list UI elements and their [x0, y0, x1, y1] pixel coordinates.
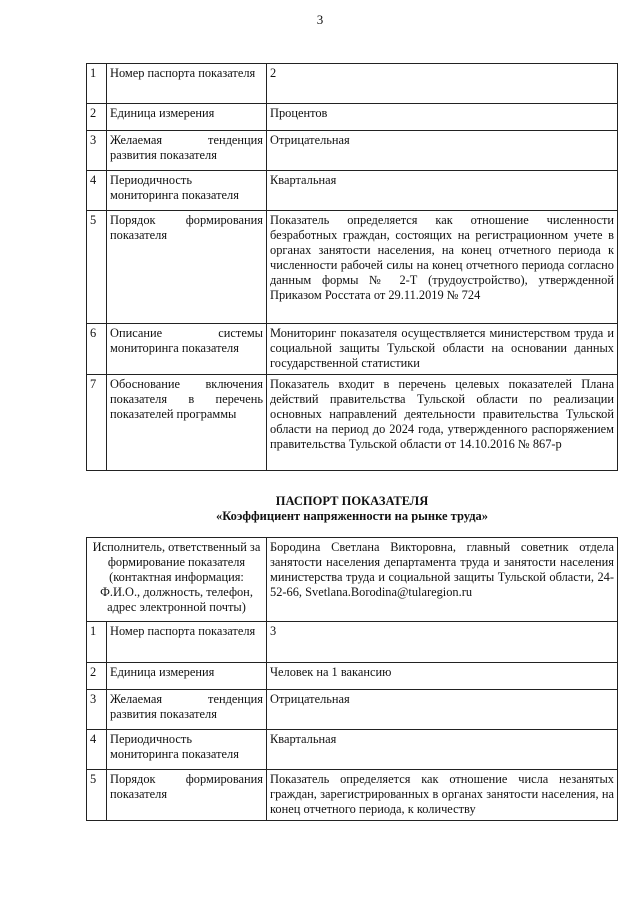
row-number: 7 [87, 375, 107, 471]
table-row [87, 211, 618, 324]
row-label: Порядок формирования показателя [107, 770, 267, 821]
row-label: Номер паспорта показателя [107, 622, 267, 663]
table-row [87, 770, 618, 821]
row-value: Квартальная [267, 171, 618, 211]
row-number: 4 [87, 730, 107, 770]
executor-label: Исполнитель, ответственный за формирование показателя (контактная информация: Ф.И.О., должность, телефон, адрес электронной почты) [87, 538, 267, 622]
row-number: 5 [87, 770, 107, 821]
table-row [87, 64, 618, 104]
row-label: Периодичность мониторинга показателя [107, 730, 267, 770]
row-label: Номер паспорта показателя [107, 64, 267, 104]
row-number: 4 [87, 171, 107, 211]
row-value: Показатель определяется как отношение численности безработных граждан, состоящих на регистрационном учете в органах занятости населения, на конец отчетного периода к численности рабочей силы на конец отчетного периода согласно данным формы № 2-Т (трудоустройство), утвержденной Приказом Росстата от 29.11.2019 № 724 [267, 211, 618, 324]
row-value: Мониторинг показателя осуществляется министерством труда и социальной защиты Тульской области на основании данных государственной статистики [267, 324, 618, 375]
row-number: 6 [87, 324, 107, 375]
executor-row [87, 538, 618, 622]
row-value: Квартальная [267, 730, 618, 770]
row-label: Порядок формирования показателя [107, 211, 267, 324]
table-row [87, 324, 618, 375]
table-row [87, 171, 618, 211]
row-value: Показатель определяется как отношение числа незанятых граждан, зарегистрированных в органах занятости населения, на конец отчетного периода, к количеству [267, 770, 618, 821]
page-number: 3 [316, 12, 324, 27]
row-value: Показатель входит в перечень целевых показателей Плана действий правительства Тульской области по реализации основных направлений деятельности правительства Тульской области на период до 2024 года, утвержденного распоряжением правительства Тульской области от 14.10.2016 № 867-р [267, 375, 618, 471]
indicator-table-3 [86, 537, 618, 821]
indicator-table-2 [86, 63, 618, 471]
table-row [87, 730, 618, 770]
row-label: Единица измерения [107, 104, 267, 131]
table-row [87, 622, 618, 663]
row-value: Человек на 1 вакансию [267, 663, 618, 690]
row-number: 1 [87, 64, 107, 104]
row-number: 2 [87, 663, 107, 690]
row-value: 3 [267, 622, 618, 663]
passport-heading: ПАСПОРТ ПОКАЗАТЕЛЯ [275, 494, 429, 508]
row-label: Описание системы мониторинга показателя [107, 324, 267, 375]
row-label: Обоснование включения показателя в перечень показателей программы [107, 375, 267, 471]
row-number: 3 [87, 131, 107, 171]
row-number: 2 [87, 104, 107, 131]
table-row [87, 131, 618, 171]
row-number: 1 [87, 622, 107, 663]
row-label: Желаемая тенденция развития показателя [107, 690, 267, 730]
row-value: Отрицательная [267, 690, 618, 730]
executor-value: Бородина Светлана Викторовна, главный советник отдела занятости населения департамента труда и занятости населения министерства труда и социальной защиты Тульской области, 24-52-66, Svetlana.Borodina@tularegion.ru [267, 538, 618, 622]
row-label: Единица измерения [107, 663, 267, 690]
row-label: Желаемая тенденция развития показателя [107, 131, 267, 171]
table-row [87, 375, 618, 471]
table-row [87, 104, 618, 131]
table-row [87, 663, 618, 690]
row-value: 2 [267, 64, 618, 104]
row-label: Периодичность мониторинга показателя [107, 171, 267, 211]
row-value: Процентов [267, 104, 618, 131]
row-number: 5 [87, 211, 107, 324]
table-row [87, 690, 618, 730]
row-value: Отрицательная [267, 131, 618, 171]
row-number: 3 [87, 690, 107, 730]
passport-subtitle: «Коэффициент напряженности на рынке труда» [215, 509, 489, 523]
